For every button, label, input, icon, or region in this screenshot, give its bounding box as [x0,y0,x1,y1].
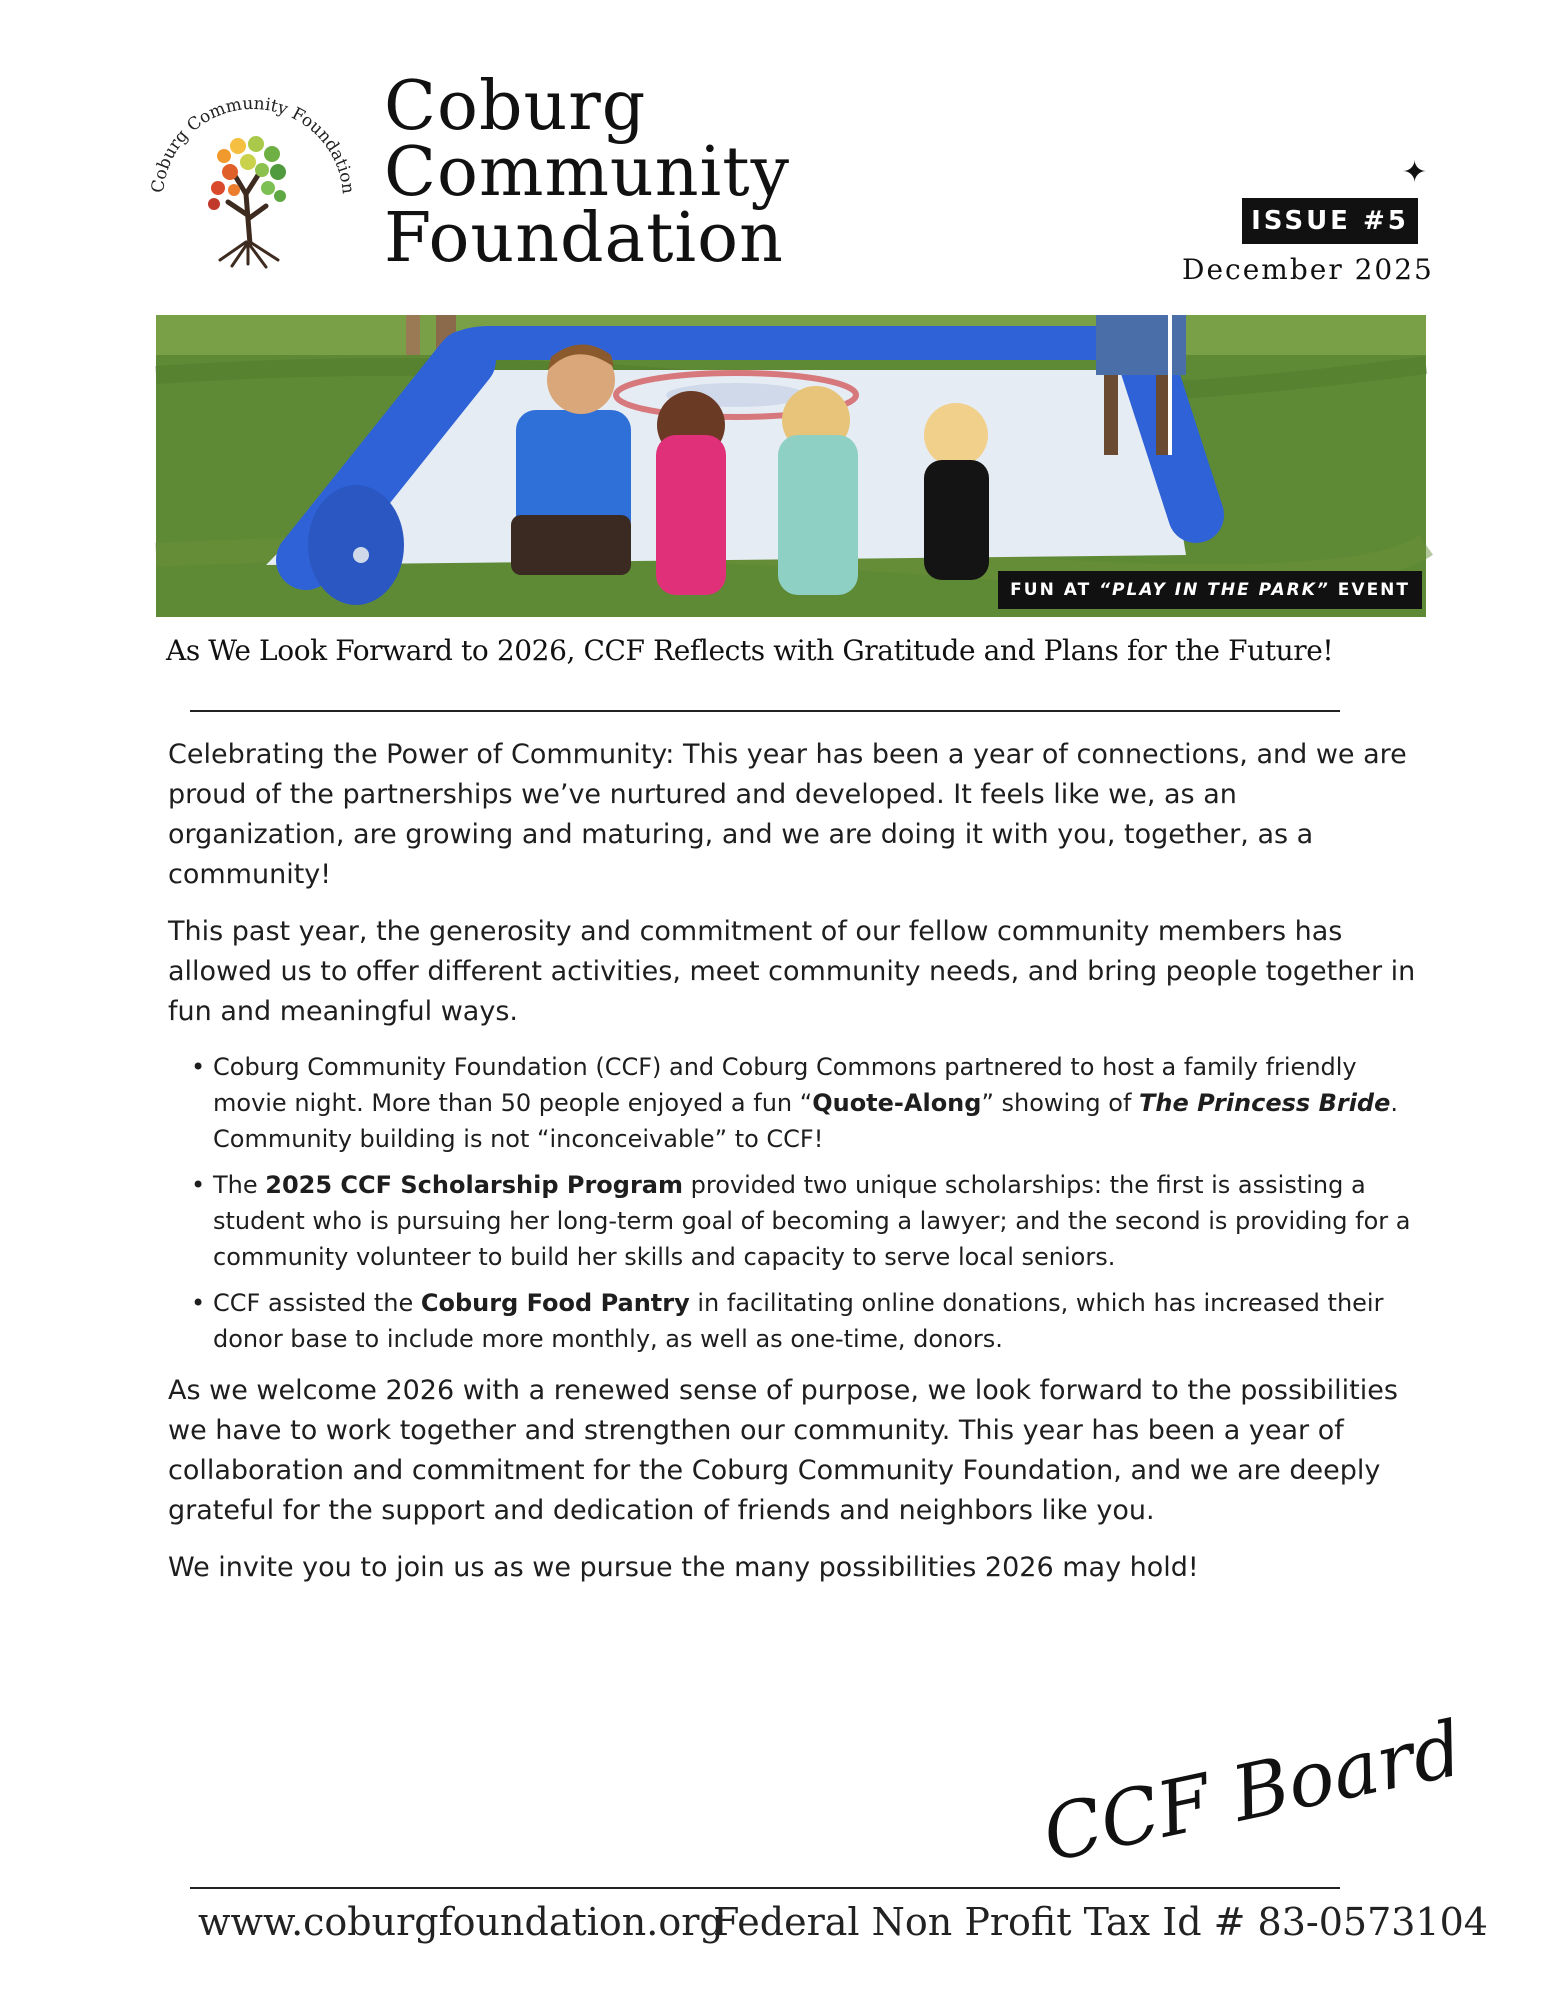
caption-event: “PLAY IN THE PARK” [1099,580,1330,600]
bullet-text: Coburg Community Foundation (CCF) and Coburg Commons partnered to host a family friendly movie night. More than 50 people enjoyed a fun “ [213,1053,1357,1117]
sparkle-icon: ✦ [1402,155,1428,190]
organization-title [384,67,791,278]
bullet-text: in facilitating online donations, which has increased their donor base to include more monthly, as well as one-time, donors. [213,1289,1384,1353]
divider-top [190,710,1340,712]
second-paragraph: This past year, the generosity and commitment of our fellow community members has allowed us to offer different activities, meet community needs, and bring people together in fun and meaningful ways. [168,916,1416,1027]
hero-caption [998,571,1422,609]
article-body [168,735,1418,1605]
signature-text: CCF Board [1035,1703,1470,1879]
caption-prefix: FUN AT [1010,580,1100,600]
bullet-text: ” showing of [981,1089,1140,1117]
bullet-bold: Quote-Along [812,1089,982,1117]
bullet-text: . Community building is not “inconceivable” to CCF! [213,1089,1399,1153]
title-line-2: Community [384,133,791,212]
bullet-bold: 2025 CCF Scholarship Program [265,1171,684,1199]
issue-date: December 2025 [1182,253,1434,286]
logo-ring-text: Coburg Community Foundation [148,93,358,195]
caption-suffix: EVENT [1329,580,1410,600]
tree-icon [208,136,286,267]
hero-photo [156,315,1426,617]
intro-paragraph: Celebrating the Power of Community: This year has been a year of connections, and we are proud of the partnerships we’ve nurtured and developed. It feels like we, as an organization, are growing and maturing, and we are doing it with you, together, as a community! [168,739,1407,890]
invitation-paragraph: We invite you to join us as we pursue the many possibilities 2026 may hold! [168,1552,1199,1583]
article-headline: As We Look Forward to 2026, CCF Reflects with Gratitude and Plans for the Future! [166,634,1334,667]
closing-paragraph: As we welcome 2026 with a renewed sense of purpose, we look forward to the possibilities we have to work together and strengthen our community. This year has been a year of collaboration and commitment for the Coburg Community Foundation, and we are deeply grateful for the support and dedication of friends and neighbors like you. [168,1375,1398,1526]
footer-website[interactable]: www.coburgfoundation.org [198,1900,724,1944]
bullet-bold: Coburg Food Pantry [420,1289,690,1317]
movie-title: The Princess Bride [1139,1089,1391,1117]
list-item [213,1285,1418,1357]
footer-tax-id: Federal Non Profit Tax Id # 83-0573104 [713,1900,1488,1944]
divider-bottom [190,1887,1340,1889]
bullet-text: provided two unique scholarships: the first is assisting a student who is pursuing her long-term goal of becoming a lawyer; and the second is providing for a community volunteer to build her skills and capacity to serve local seniors. [213,1171,1411,1271]
title-line-3: Foundation [384,199,784,278]
title-line-1: Coburg [384,67,647,146]
list-item [213,1049,1418,1157]
bullet-text: CCF assisted the [213,1289,421,1317]
foundation-logo [138,74,358,274]
signature [1030,1703,1470,1879]
highlights-list [168,1049,1418,1357]
list-item [213,1167,1418,1275]
issue-badge: ISSUE #5 [1242,198,1418,244]
bullet-text: The [213,1171,266,1199]
